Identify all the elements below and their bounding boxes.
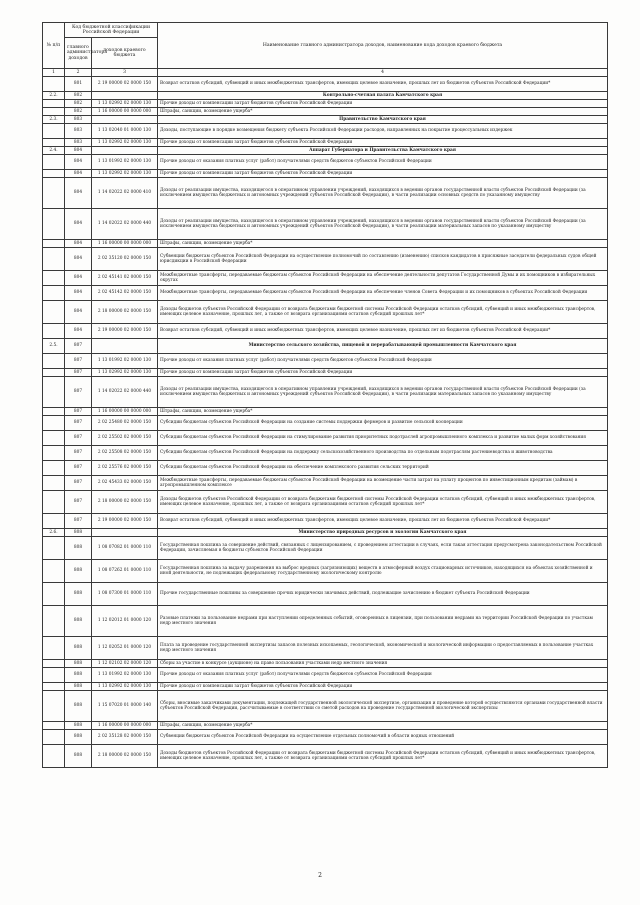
admin-code: 808 — [65, 691, 92, 722]
row-number: 2.6. — [43, 529, 65, 537]
income-name: Прочие доходы от оказания платных услуг (работ) получателями средств бюджетов субъектов Российской Федерации — [158, 354, 608, 369]
income-code: 1 12 02102 02 0000 120 — [92, 660, 158, 668]
table-row — [43, 139, 608, 147]
income-code: 1 15 07020 01 0000 140 — [92, 691, 158, 722]
header-num: № п/п — [43, 23, 65, 69]
income-name: Аппарат Губернатора и Правительства Камчатского края — [158, 147, 608, 155]
admin-code: 801 — [65, 77, 92, 92]
row-number — [43, 248, 65, 271]
income-code: 1 08 07262 01 0000 110 — [92, 560, 158, 583]
income-code: 1 13 02992 02 0000 130 — [92, 369, 158, 377]
table-row — [43, 583, 608, 606]
income-code: 1 16 00000 00 0000 000 — [92, 722, 158, 730]
row-number — [43, 560, 65, 583]
table-row — [43, 108, 608, 116]
row-number — [43, 745, 65, 768]
admin-code: 804 — [65, 147, 92, 155]
row-number — [43, 377, 65, 408]
section-row — [43, 116, 608, 124]
row-number — [43, 77, 65, 92]
income-code: 1 13 01992 02 0000 130 — [92, 354, 158, 369]
admin-code: 804 — [65, 178, 92, 209]
row-number — [43, 491, 65, 514]
table-row — [43, 730, 608, 745]
income-name: Контрольно-счетная палата Камчатского края — [158, 92, 608, 100]
row-number — [43, 722, 65, 730]
section-row — [43, 147, 608, 155]
column-number: 2 — [65, 69, 92, 77]
row-number: 2.4. — [43, 147, 65, 155]
table-row — [43, 178, 608, 209]
admin-code: 808 — [65, 537, 92, 560]
header-income: доходов краевого бюджета — [92, 38, 158, 69]
income-name: Доходы бюджетов субъектов Российской Федерации от возврата бюджетами бюджетной системы Российской Федерации остатков субсидий, субвенций и иных межбюджетных трансфертов, имеющих целевое назначение, прошлых лет, а также от возврата организациями остатков субсидий прошлых лет* — [158, 745, 608, 768]
income-name: Возврат остатков субсидий, субвенций и иных межбюджетных трансфертов, имеющих целевое назначение, прошлых лет из бюджетов субъектов Российской Федерации* — [158, 77, 608, 92]
table-row — [43, 476, 608, 491]
table-row — [43, 660, 608, 668]
income-name: Прочие доходы от оказания платных услуг (работ) получателями средств бюджетов субъектов Российской Федерации — [158, 155, 608, 170]
income-code: 1 12 02012 01 0000 120 — [92, 606, 158, 637]
income-name: Доходы бюджетов субъектов Российской Федерации от возврата бюджетами бюджетной системы Российской Федерации остатков субсидий, субвенций и иных межбюджетных трансфертов, имеющих целевое назначение, прошлых лет, а также от возврата организациями остатков субсидий прошлых лет* — [158, 491, 608, 514]
income-name: Субсидии бюджетам субъектов Российской Федерации на поддержку сельскохозяйственного производства по отдельным подотраслям растениеводства и животноводства — [158, 446, 608, 461]
admin-code: 804 — [65, 240, 92, 248]
row-number — [43, 431, 65, 446]
income-code: 1 13 01992 02 0000 130 — [92, 668, 158, 683]
table-row — [43, 683, 608, 691]
income-name: Прочие доходы от компенсации затрат бюджетов субъектов Российской Федерации — [158, 139, 608, 147]
table-row — [43, 170, 608, 178]
table-row — [43, 301, 608, 324]
admin-code: 804 — [65, 170, 92, 178]
row-number — [43, 514, 65, 529]
income-code: 2 02 45141 02 0000 150 — [92, 271, 158, 286]
income-code: 1 13 02992 02 0000 130 — [92, 100, 158, 108]
table-row — [43, 286, 608, 301]
admin-code: 808 — [65, 745, 92, 768]
admin-code: 808 — [65, 722, 92, 730]
table-row — [43, 560, 608, 583]
income-codes-table — [42, 22, 608, 768]
income-name: Министерство природных ресурсов и экологии Камчатского края — [158, 529, 608, 537]
income-code: 1 16 00000 00 0000 000 — [92, 408, 158, 416]
table-row — [43, 100, 608, 108]
income-code: 2 18 00000 02 0000 150 — [92, 745, 158, 768]
income-name: Сборы, вносимые заказчиками документации, подлежащей государственной экологической экспертизе, организация и проведение которой осуществляются органами государственной власти субъектов Российской Федерации, рассчитываемые в соответствии со сметой расходов на проведение государственной экологической экспертизы — [158, 691, 608, 722]
income-name: Субвенции бюджетам субъектов Российской Федерации на осуществление полномочий по составлению (изменению) списков кандидатов в присяжные заседатели федеральных судов общей юрисдикции в Российской Федерации — [158, 248, 608, 271]
column-numbers-row — [43, 69, 608, 77]
income-code — [92, 339, 158, 354]
income-code: 2 02 35128 02 0000 150 — [92, 730, 158, 745]
admin-code: 807 — [65, 514, 92, 529]
income-code: 2 02 35120 02 0000 150 — [92, 248, 158, 271]
table-row — [43, 271, 608, 286]
table-row — [43, 691, 608, 722]
admin-code: 802 — [65, 92, 92, 100]
row-number — [43, 660, 65, 668]
row-number — [43, 301, 65, 324]
income-name: Государственная пошлина за выдачу разрешения на выброс вредных (загрязняющих) веществ в атмосферный воздух стационарных источников, находящихся на объектах хозяйственной и иной деятельности, не подлежащих федеральному государственному экологическому контролю — [158, 560, 608, 583]
page-number: 2 — [318, 872, 322, 879]
row-number — [43, 271, 65, 286]
table-row — [43, 369, 608, 377]
admin-code: 808 — [65, 529, 92, 537]
row-number — [43, 408, 65, 416]
admin-code: 808 — [65, 668, 92, 683]
income-code: 2 19 00000 02 0000 150 — [92, 324, 158, 339]
income-code: 2 02 25576 02 0000 150 — [92, 461, 158, 476]
income-name: Доходы, поступающие в порядке возмещения бюджету субъекта Российской Федерации расходов, направленных на покрытие процессуальных издержек — [158, 124, 608, 139]
income-code: 1 13 02992 02 0000 130 — [92, 170, 158, 178]
row-number — [43, 209, 65, 240]
row-number — [43, 583, 65, 606]
income-name: Штрафы, санкции, возмещение ущерба* — [158, 722, 608, 730]
admin-code: 802 — [65, 108, 92, 116]
admin-code: 807 — [65, 369, 92, 377]
income-code: 2 02 45142 02 0000 150 — [92, 286, 158, 301]
income-name: Межбюджетные трансферты, передаваемые бюджетам субъектов Российской Федерации на обеспечение деятельности депутатов Государственной Думы и их помощников в избирательных округах — [158, 271, 608, 286]
income-code: 1 13 01992 02 0000 130 — [92, 155, 158, 170]
income-name: Штрафы, санкции, возмещение ущерба* — [158, 408, 608, 416]
row-number — [43, 100, 65, 108]
admin-code: 808 — [65, 583, 92, 606]
table-row — [43, 431, 608, 446]
income-name: Прочие государственные пошлины за совершение прочих юридически значимых действий, подлежащие зачислению в бюджет субъекта Российской Федерации — [158, 583, 608, 606]
admin-code: 807 — [65, 408, 92, 416]
income-name: Субсидии бюджетам субъектов Российской Федерации на создание системы поддержки фермеров и развитие сельской кооперации — [158, 416, 608, 431]
income-name: Прочие доходы от компенсации затрат бюджетов субъектов Российской Федерации — [158, 683, 608, 691]
table-row — [43, 77, 608, 92]
row-number — [43, 240, 65, 248]
income-name: Министерство сельского хозяйства, пищевой и перерабатывающей промышленности Камчатского края — [158, 339, 608, 354]
income-code: 2 02 25502 02 0000 150 — [92, 431, 158, 446]
table-row — [43, 537, 608, 560]
table-row — [43, 637, 608, 660]
admin-code: 804 — [65, 271, 92, 286]
income-name: Субсидии бюджетам субъектов Российской Федерации на стимулирование развития приоритетных подотраслей агропромышленного комплекса и развитие малых форм хозяйствования — [158, 431, 608, 446]
income-code — [92, 92, 158, 100]
admin-code: 807 — [65, 446, 92, 461]
income-code: 1 14 02022 02 0000 440 — [92, 377, 158, 408]
row-number — [43, 683, 65, 691]
income-name: Возврат остатков субсидий, субвенций и иных межбюджетных трансфертов, имеющих целевое назначение, прошлых лет из бюджетов субъектов Российской Федерации* — [158, 514, 608, 529]
row-number — [43, 178, 65, 209]
table-row — [43, 124, 608, 139]
table-row — [43, 248, 608, 271]
table-row — [43, 155, 608, 170]
income-name: Возврат остатков субсидий, субвенций и иных межбюджетных трансфертов, имеющих целевое назначение, прошлых лет из бюджетов субъектов Российской Федерации* — [158, 324, 608, 339]
income-code: 1 13 02992 02 0000 130 — [92, 683, 158, 691]
admin-code: 804 — [65, 248, 92, 271]
table-row — [43, 722, 608, 730]
row-number — [43, 668, 65, 683]
income-code: 2 02 25480 02 0000 150 — [92, 416, 158, 431]
row-number — [43, 537, 65, 560]
admin-code: 808 — [65, 606, 92, 637]
income-name: Штрафы, санкции, возмещение ущерба* — [158, 108, 608, 116]
income-code — [92, 116, 158, 124]
income-code: 2 02 45433 02 0000 150 — [92, 476, 158, 491]
table-row — [43, 240, 608, 248]
row-number — [43, 461, 65, 476]
row-number: 2.2. — [43, 92, 65, 100]
income-name: Прочие доходы от компенсации затрат бюджетов субъектов Российской Федерации — [158, 170, 608, 178]
table-row — [43, 514, 608, 529]
table-row — [43, 606, 608, 637]
admin-code: 803 — [65, 139, 92, 147]
table-row — [43, 745, 608, 768]
income-name: Межбюджетные трансферты, передаваемые бюджетам субъектов Российской Федерации на обеспечение членов Совета Федерации и их помощников в субъектах Российской Федерации — [158, 286, 608, 301]
admin-code: 807 — [65, 377, 92, 408]
income-code: 1 14 02022 02 0000 440 — [92, 209, 158, 240]
row-number — [43, 170, 65, 178]
admin-code: 803 — [65, 124, 92, 139]
income-code: 2 18 00000 02 0000 150 — [92, 491, 158, 514]
row-number — [43, 139, 65, 147]
column-number: 1 — [43, 69, 65, 77]
admin-code: 804 — [65, 301, 92, 324]
table-row — [43, 408, 608, 416]
income-name: Субвенции бюджетам субъектов Российской Федерации на осуществление отдельных полномочий в области водных отношений — [158, 730, 608, 745]
row-number — [43, 324, 65, 339]
row-number — [43, 446, 65, 461]
section-row — [43, 92, 608, 100]
admin-code: 802 — [65, 100, 92, 108]
income-name: Доходы от реализации имущества, находящегося в оперативном управлении учреждений, находящихся в ведении органов государственной власти субъектов Российской Федерации (за исключением имущества бюджетных и автономных учреждений субъектов Российской Федерации), в части реализации материальных запасов по указанному имуществу — [158, 209, 608, 240]
income-code — [92, 529, 158, 537]
section-row — [43, 529, 608, 537]
admin-code: 807 — [65, 461, 92, 476]
header-code-group: Код бюджетной классификации Российской Федерации — [65, 23, 158, 38]
row-number — [43, 286, 65, 301]
income-code: 1 14 02022 02 0000 410 — [92, 178, 158, 209]
admin-code: 807 — [65, 339, 92, 354]
income-name: Доходы от реализации имущества, находящегося в оперативном управлении учреждений, находящихся в ведении органов государственной власти субъектов Российской Федерации (за исключением имущества бюджетных и автономных учреждений субъектов Российской Федерации), в части реализации материальных запасов по указанному имуществу — [158, 377, 608, 408]
row-number — [43, 637, 65, 660]
table-row — [43, 377, 608, 408]
admin-code: 804 — [65, 286, 92, 301]
income-code: 1 08 07082 01 0000 110 — [92, 537, 158, 560]
income-code: 1 13 02992 02 0000 130 — [92, 139, 158, 147]
row-number: 2.5. — [43, 339, 65, 354]
income-name: Доходы от реализации имущества, находящегося в оперативном управлении учреждений, находящихся в ведении органов государственной власти субъектов Российской Федерации (за исключением имущества бюджетных и автономных учреждений субъектов Российской Федерации), в части реализации основных средств по указанному имуществу — [158, 178, 608, 209]
table-row — [43, 416, 608, 431]
row-number — [43, 354, 65, 369]
admin-code: 804 — [65, 209, 92, 240]
admin-code: 808 — [65, 560, 92, 583]
income-code: 1 16 00000 00 0000 000 — [92, 240, 158, 248]
admin-code: 807 — [65, 476, 92, 491]
row-number — [43, 369, 65, 377]
income-name: Прочие доходы от компенсации затрат бюджетов субъектов Российской Федерации — [158, 369, 608, 377]
admin-code: 808 — [65, 683, 92, 691]
income-name: Правительство Камчатского края — [158, 116, 608, 124]
table-row — [43, 668, 608, 683]
table-row — [43, 324, 608, 339]
income-name: Межбюджетные трансферты, передаваемые бюджетам субъектов Российской Федерации на возмещение части затрат на уплату процентов по инвестиционным кредитам (займам) в агропромышленном комплексе — [158, 476, 608, 491]
income-name: Плата за проведение государственной экспертизы запасов полезных ископаемых, геологической, экономической и экологической информации о предоставляемых в пользование участках недр местного значения — [158, 637, 608, 660]
admin-code: 807 — [65, 431, 92, 446]
row-number — [43, 108, 65, 116]
admin-code: 803 — [65, 116, 92, 124]
income-code: 1 13 02040 01 0000 130 — [92, 124, 158, 139]
income-code: 2 02 25508 02 0000 150 — [92, 446, 158, 461]
table-row — [43, 446, 608, 461]
admin-code: 808 — [65, 660, 92, 668]
admin-code: 807 — [65, 491, 92, 514]
column-number: 3 — [92, 69, 158, 77]
section-row — [43, 339, 608, 354]
admin-code: 807 — [65, 354, 92, 369]
table-header-row-1 — [43, 23, 608, 38]
income-name: Государственная пошлина за совершение действий, связанных с лицензированием, с проведением аттестации в случаях, если такая аттестация предусмотрена законодательством Российской Федерации, зачисляемая в бюджеты субъектов Российской Федерации — [158, 537, 608, 560]
income-name: Доходы бюджетов субъектов Российской Федерации от возврата бюджетами бюджетной системы Российской Федерации остатков субсидий, субвенций и иных межбюджетных трансфертов, имеющих целевое назначение, прошлых лет, а также от возврата организациями остатков субсидий прошлых лет* — [158, 301, 608, 324]
row-number: 2.3. — [43, 116, 65, 124]
income-code: 2 19 00000 02 0000 150 — [92, 77, 158, 92]
header-admin: главного администратора доходов — [65, 38, 92, 69]
table-row — [43, 461, 608, 476]
admin-code: 804 — [65, 324, 92, 339]
table-row — [43, 354, 608, 369]
row-number — [43, 730, 65, 745]
income-name: Субсидии бюджетам субъектов Российской Федерации на обеспечение комплексного развития сельских территорий — [158, 461, 608, 476]
income-name: Прочие доходы от оказания платных услуг (работ) получателями средств бюджетов субъектов Российской Федерации — [158, 668, 608, 683]
income-name: Штрафы, санкции, возмещение ущерба* — [158, 240, 608, 248]
row-number — [43, 155, 65, 170]
table-row — [43, 491, 608, 514]
admin-code: 807 — [65, 416, 92, 431]
income-code: 1 12 02052 01 0000 120 — [92, 637, 158, 660]
income-name: Прочие доходы от компенсации затрат бюджетов субъектов Российской Федерации — [158, 100, 608, 108]
row-number — [43, 476, 65, 491]
income-code: 1 08 07300 01 0000 110 — [92, 583, 158, 606]
column-number: 4 — [158, 69, 608, 77]
row-number — [43, 416, 65, 431]
admin-code: 808 — [65, 730, 92, 745]
income-code — [92, 147, 158, 155]
income-code: 1 16 00000 00 0000 000 — [92, 108, 158, 116]
income-code: 2 18 00000 02 0000 150 — [92, 301, 158, 324]
income-name: Сборы за участие в конкурсе (аукционе) на право пользования участками недр местного значения — [158, 660, 608, 668]
table-row — [43, 209, 608, 240]
admin-code: 808 — [65, 637, 92, 660]
row-number — [43, 691, 65, 722]
row-number — [43, 606, 65, 637]
income-name: Разовые платежи за пользование недрами при наступлении определенных событий, оговоренных в лицензии, при пользовании недрами на территории Российской Федерации по участкам недр местного значения — [158, 606, 608, 637]
header-name: Наименование главного администратора доходов, наименование кода доходов краевого бюджета — [158, 23, 608, 69]
row-number — [43, 124, 65, 139]
admin-code: 804 — [65, 155, 92, 170]
income-code: 2 19 00000 02 0000 150 — [92, 514, 158, 529]
